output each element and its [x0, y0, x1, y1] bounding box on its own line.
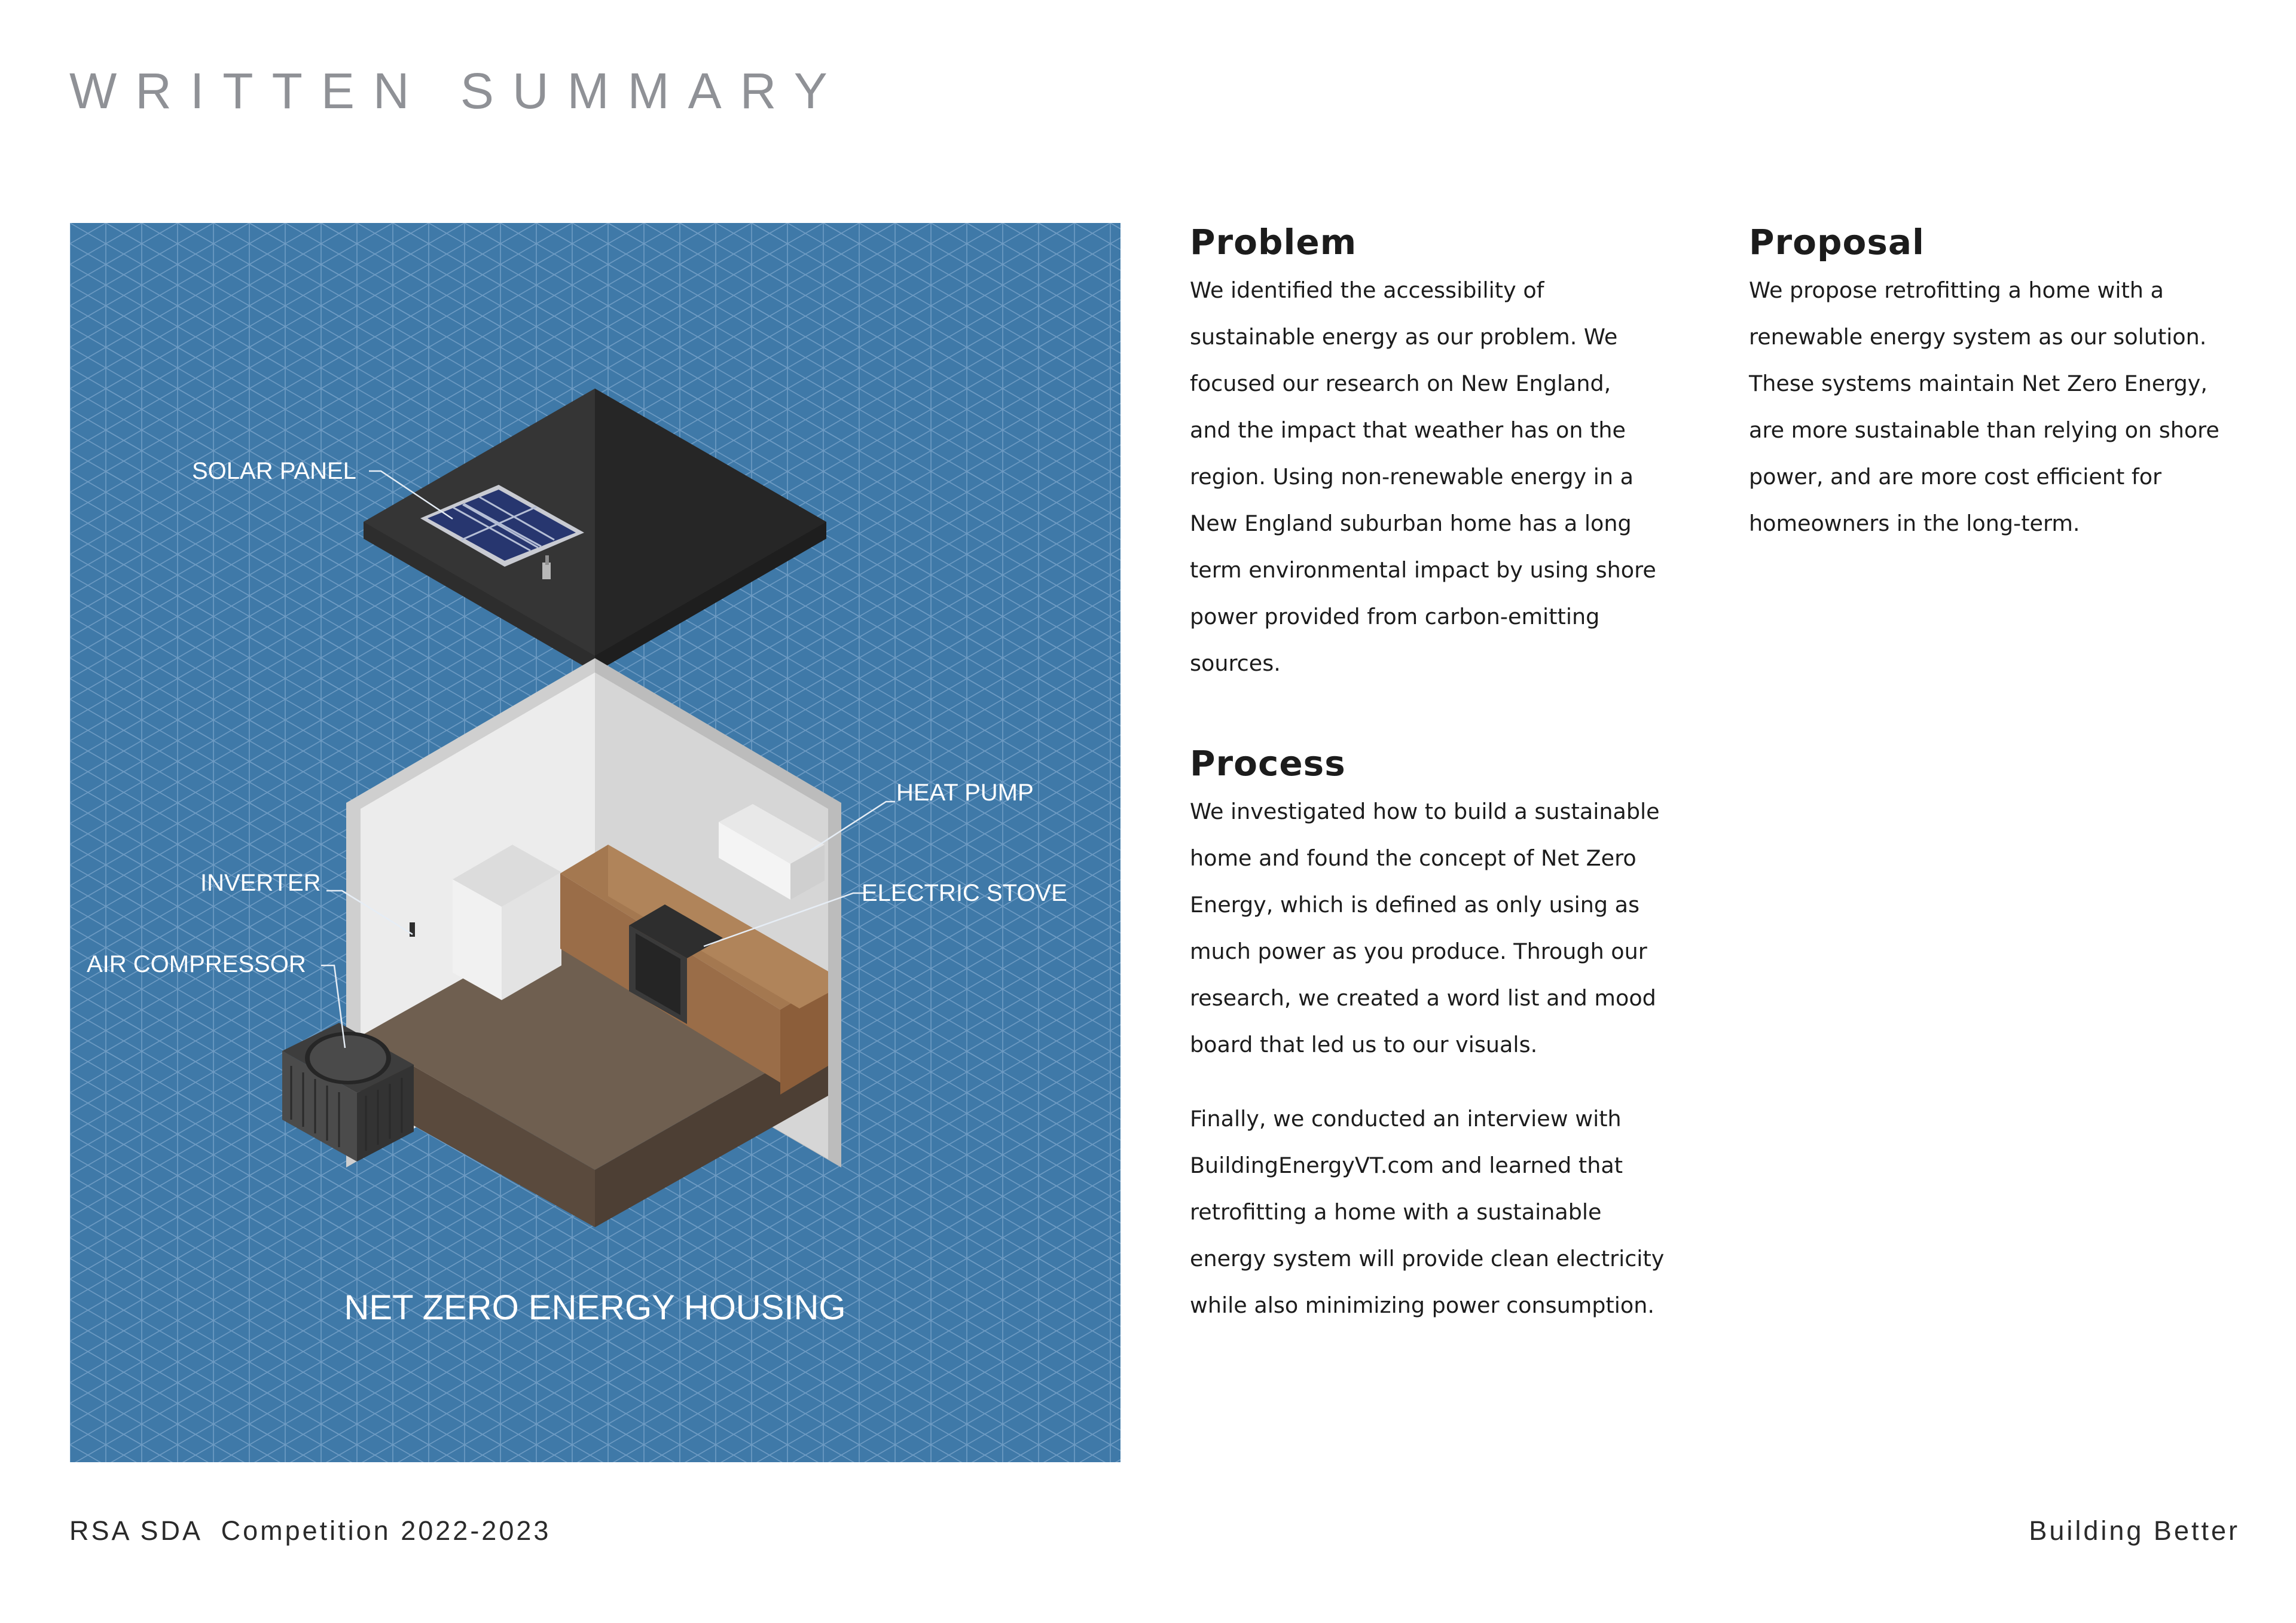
- solar-panel-label: SOLAR PANEL: [192, 458, 356, 484]
- process-heading: Process: [1190, 743, 1346, 784]
- text-line: home and found the concept of Net Zero: [1190, 845, 1636, 871]
- text-line: sources.: [1190, 650, 1281, 676]
- text-line: research, we created a word list and mood: [1190, 985, 1656, 1011]
- text-line: much power as you produce. Through our: [1190, 938, 1647, 964]
- text-line: These systems maintain Net Zero Energy,: [1749, 370, 2208, 396]
- electric-stove-label: ELECTRIC STOVE: [862, 880, 1067, 906]
- text-line: renewable energy system as our solution.: [1749, 323, 2207, 350]
- heat-pump-label: HEAT PUMP: [896, 780, 1034, 806]
- text-line: We identified the accessibility of: [1190, 277, 1544, 303]
- proposal-heading: Proposal: [1749, 222, 1925, 262]
- footer-right: Building Better: [2029, 1515, 2240, 1546]
- column-right: [1749, 222, 2257, 547]
- page-title: WRITTEN SUMMARY: [69, 63, 846, 119]
- footer-left: RSA SDA Competition 2022-2023: [69, 1515, 551, 1546]
- text-line: power provided from carbon-emitting: [1190, 603, 1600, 629]
- text-line: power, and are more cost efficient for: [1749, 463, 2162, 490]
- text-line: homeowners in the long-term.: [1749, 510, 2080, 536]
- text-line: while also minimizing power consumption.: [1190, 1292, 1654, 1318]
- text-line: term environmental impact by using shore: [1190, 557, 1656, 583]
- illustration-caption: NET ZERO ENERGY HOUSING: [344, 1288, 846, 1327]
- text-line: and the impact that weather has on the: [1190, 417, 1626, 443]
- net-zero-illustration: [70, 223, 1120, 1462]
- text-line: sustainable energy as our problem. We: [1190, 323, 1618, 350]
- text-line: We propose retrofitting a home with a: [1749, 277, 2164, 303]
- text-line: retrofitting a home with a sustainable: [1190, 1199, 1602, 1225]
- text-line: are more sustainable than relying on shore: [1749, 417, 2219, 443]
- air-compressor-label: AIR COMPRESSOR: [87, 951, 306, 977]
- inverter-label: INVERTER: [200, 870, 321, 896]
- text-line: New England suburban home has a long: [1190, 510, 1632, 536]
- column-left: [1190, 222, 1698, 687]
- process-text-2: [1190, 1096, 1698, 1329]
- text-line: We investigated how to build a sustainable: [1190, 798, 1660, 824]
- text-line: focused our research on New England,: [1190, 370, 1611, 396]
- text-line: energy system will provide clean electricity: [1190, 1245, 1665, 1271]
- text-line: Energy, which is defined as only using as: [1190, 891, 1640, 918]
- text-line: board that led us to our visuals.: [1190, 1031, 1538, 1057]
- paragraph-gap: [1190, 1068, 1698, 1096]
- problem-text: [1190, 267, 1698, 687]
- column-left-process: [1190, 744, 1698, 1329]
- text-line: region. Using non-renewable energy in a: [1190, 463, 1634, 490]
- process-text: [1190, 788, 1698, 1068]
- text-line: BuildingEnergyVT.com and learned that: [1190, 1152, 1623, 1178]
- proposal-text: [1749, 267, 2257, 547]
- text-line: Finally, we conducted an interview with: [1190, 1105, 1622, 1132]
- problem-heading: Problem: [1190, 222, 1357, 262]
